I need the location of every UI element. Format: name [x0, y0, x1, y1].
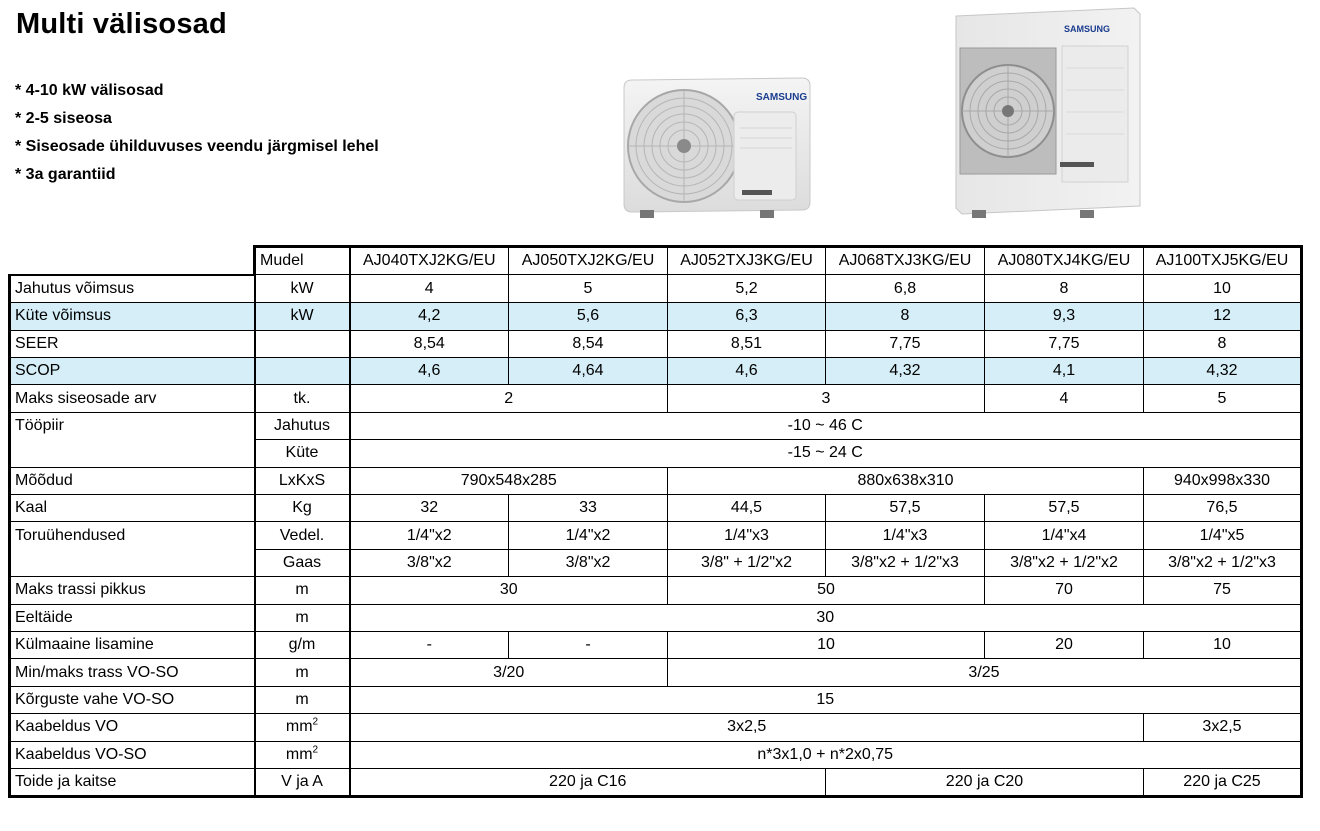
- table-cell: 1/4"x3: [826, 522, 985, 549]
- model-name: AJ068TXJ3KG/EU: [826, 247, 985, 275]
- feature-item: * 4-10 kW välisosad: [15, 82, 164, 99]
- table-row: [10, 522, 1302, 549]
- row-unit: m: [255, 604, 350, 631]
- table-cell: 4,32: [826, 358, 985, 385]
- row-unit: V ja A: [255, 768, 350, 796]
- table-cell: -10 ~ 46 C: [350, 412, 1302, 439]
- table-cell: 1/4"x2: [350, 522, 509, 549]
- row-unit: kW: [255, 275, 350, 303]
- model-name: AJ100TXJ5KG/EU: [1144, 247, 1302, 275]
- table-cell: -: [350, 631, 509, 658]
- row-label: Kaabeldus VO: [10, 714, 255, 741]
- row-unit: [255, 358, 350, 385]
- table-cell: 33: [509, 495, 668, 522]
- brand-logo: SAMSUNG: [1064, 24, 1111, 34]
- table-cell: 10: [1144, 275, 1302, 303]
- table-cell: 3/25: [668, 659, 1302, 686]
- table-cell: 10: [1144, 631, 1302, 658]
- table-cell: 1/4"x4: [985, 522, 1144, 549]
- table-cell: 790x548x285: [350, 467, 668, 494]
- row-unit: m: [255, 577, 350, 604]
- table-cell: 7,75: [826, 330, 985, 357]
- table-cell: 8,51: [668, 330, 826, 357]
- row-unit: Küte: [255, 440, 350, 467]
- table-cell: 57,5: [826, 495, 985, 522]
- table-cell: 4,64: [509, 358, 668, 385]
- table-cell: 5,2: [668, 275, 826, 303]
- table-cell: 70: [985, 577, 1144, 604]
- header-label: Mudel: [255, 247, 350, 275]
- table-cell: 75: [1144, 577, 1302, 604]
- table-cell: 3/8"x2 + 1/2"x3: [826, 549, 985, 576]
- row-label: Tööpiir: [10, 412, 255, 439]
- table-cell: -: [509, 631, 668, 658]
- row-label: Maks trassi pikkus: [10, 577, 255, 604]
- table-row: [10, 604, 1302, 631]
- table-row: [10, 385, 1302, 412]
- table-cell: 3: [668, 385, 985, 412]
- table-cell: 50: [668, 577, 985, 604]
- table-cell: 30: [350, 577, 668, 604]
- row-label: Maks siseosade arv: [10, 385, 255, 412]
- row-unit: Jahutus: [255, 412, 350, 439]
- row-unit: kW: [255, 303, 350, 330]
- spec-table: [8, 245, 1303, 798]
- row-label: Kaabeldus VO-SO: [10, 741, 255, 768]
- table-cell: 1/4"x5: [1144, 522, 1302, 549]
- table-cell: 3/8"x2: [350, 549, 509, 576]
- feature-list: [15, 80, 379, 192]
- table-cell: 4,6: [668, 358, 826, 385]
- row-label: Küte võimsus: [10, 303, 255, 330]
- table-cell: 3x2,5: [350, 714, 1144, 741]
- row-unit: g/m: [255, 631, 350, 658]
- table-cell: 3/20: [350, 659, 668, 686]
- page-title: Multi välisosad: [16, 8, 227, 40]
- table-cell: 220 ja C20: [826, 768, 1144, 796]
- table-cell: 20: [985, 631, 1144, 658]
- table-row: [10, 659, 1302, 686]
- table-cell: 5,6: [509, 303, 668, 330]
- table-row: [10, 741, 1302, 768]
- row-label: SCOP: [10, 358, 255, 385]
- table-cell: 7,75: [985, 330, 1144, 357]
- table-cell: 76,5: [1144, 495, 1302, 522]
- row-label: Kaal: [10, 495, 255, 522]
- feature-item: * 2-5 siseosa: [15, 110, 112, 127]
- row-label: Eeltäide: [10, 604, 255, 631]
- table-cell: 8: [985, 275, 1144, 303]
- row-unit: LxKxS: [255, 467, 350, 494]
- row-unit: m: [255, 686, 350, 713]
- table-row: [10, 275, 1302, 303]
- table-cell: 4: [985, 385, 1144, 412]
- table-cell: 8,54: [509, 330, 668, 357]
- table-cell: 1/4"x3: [668, 522, 826, 549]
- table-row: [10, 714, 1302, 741]
- table-row: [10, 768, 1302, 796]
- table-row: [10, 495, 1302, 522]
- outdoor-unit-large-image: [950, 6, 1146, 222]
- table-cell: 3x2,5: [1144, 714, 1302, 741]
- table-cell: 3/8"x2: [509, 549, 668, 576]
- table-row: [10, 303, 1302, 330]
- model-name: AJ052TXJ3KG/EU: [668, 247, 826, 275]
- row-label: Mõõdud: [10, 467, 255, 494]
- table-cell: 3/8" + 1/2"x2: [668, 549, 826, 576]
- table-cell: 220 ja C16: [350, 768, 826, 796]
- model-name: AJ050TXJ2KG/EU: [509, 247, 668, 275]
- table-cell: 5: [1144, 385, 1302, 412]
- row-unit: [255, 330, 350, 357]
- row-unit: $mm^2$: [255, 714, 350, 741]
- table-row: [10, 549, 1302, 576]
- table-cell: 4,32: [1144, 358, 1302, 385]
- table-cell: 15: [350, 686, 1302, 713]
- table-cell: 12: [1144, 303, 1302, 330]
- table-header-row: [10, 247, 1302, 275]
- row-label: Külmaaine lisamine: [10, 631, 255, 658]
- table-cell: 10: [668, 631, 985, 658]
- row-unit: tk.: [255, 385, 350, 412]
- table-cell: 57,5: [985, 495, 1144, 522]
- outdoor-unit-small-image: [616, 76, 816, 224]
- row-unit: Kg: [255, 495, 350, 522]
- table-cell: 1/4"x2: [509, 522, 668, 549]
- table-cell: 44,5: [668, 495, 826, 522]
- table-row: [10, 412, 1302, 439]
- table-cell: 6,8: [826, 275, 985, 303]
- table-row: [10, 631, 1302, 658]
- table-cell: 940x998x330: [1144, 467, 1302, 494]
- row-label: Toruühendused: [10, 522, 255, 549]
- table-row: [10, 358, 1302, 385]
- row-unit: m: [255, 659, 350, 686]
- row-label: Kõrguste vahe VO-SO: [10, 686, 255, 713]
- table-cell: 2: [350, 385, 668, 412]
- table-cell: 880x638x310: [668, 467, 1144, 494]
- table-cell: 3/8"x2 + 1/2"x3: [1144, 549, 1302, 576]
- table-cell: 4: [350, 275, 509, 303]
- table-cell: 5: [509, 275, 668, 303]
- table-row: [10, 686, 1302, 713]
- table-cell: -15 ~ 24 C: [350, 440, 1302, 467]
- table-cell: 4,6: [350, 358, 509, 385]
- table-row: [10, 330, 1302, 357]
- table-cell: 8: [1144, 330, 1302, 357]
- table-cell: 9,3: [985, 303, 1144, 330]
- table-cell: 8,54: [350, 330, 509, 357]
- table-cell: 32: [350, 495, 509, 522]
- table-cell: 3/8"x2 + 1/2"x2: [985, 549, 1144, 576]
- table-cell: 4,1: [985, 358, 1144, 385]
- model-name: AJ080TXJ4KG/EU: [985, 247, 1144, 275]
- row-unit: Gaas: [255, 549, 350, 576]
- table-cell: 220 ja C25: [1144, 768, 1302, 796]
- table-cell: n*3x1,0 + n*2x0,75: [350, 741, 1302, 768]
- row-label: Min/maks trass VO-SO: [10, 659, 255, 686]
- row-unit: Vedel.: [255, 522, 350, 549]
- feature-item: * 3a garantiid: [15, 166, 116, 183]
- table-cell: 4,2: [350, 303, 509, 330]
- model-name: AJ040TXJ2KG/EU: [350, 247, 509, 275]
- row-label: Jahutus võimsus: [10, 275, 255, 303]
- brand-logo: SAMSUNG: [756, 92, 808, 103]
- table-cell: 6,3: [668, 303, 826, 330]
- row-label: SEER: [10, 330, 255, 357]
- table-cell: 8: [826, 303, 985, 330]
- table-cell: 30: [350, 604, 1302, 631]
- feature-item: * Siseosade ühilduvuses veendu järgmisel lehel: [15, 138, 379, 155]
- row-unit: $mm^2$: [255, 741, 350, 768]
- table-row: [10, 440, 1302, 467]
- table-row: [10, 577, 1302, 604]
- table-row: [10, 467, 1302, 494]
- row-label: Toide ja kaitse: [10, 768, 255, 796]
